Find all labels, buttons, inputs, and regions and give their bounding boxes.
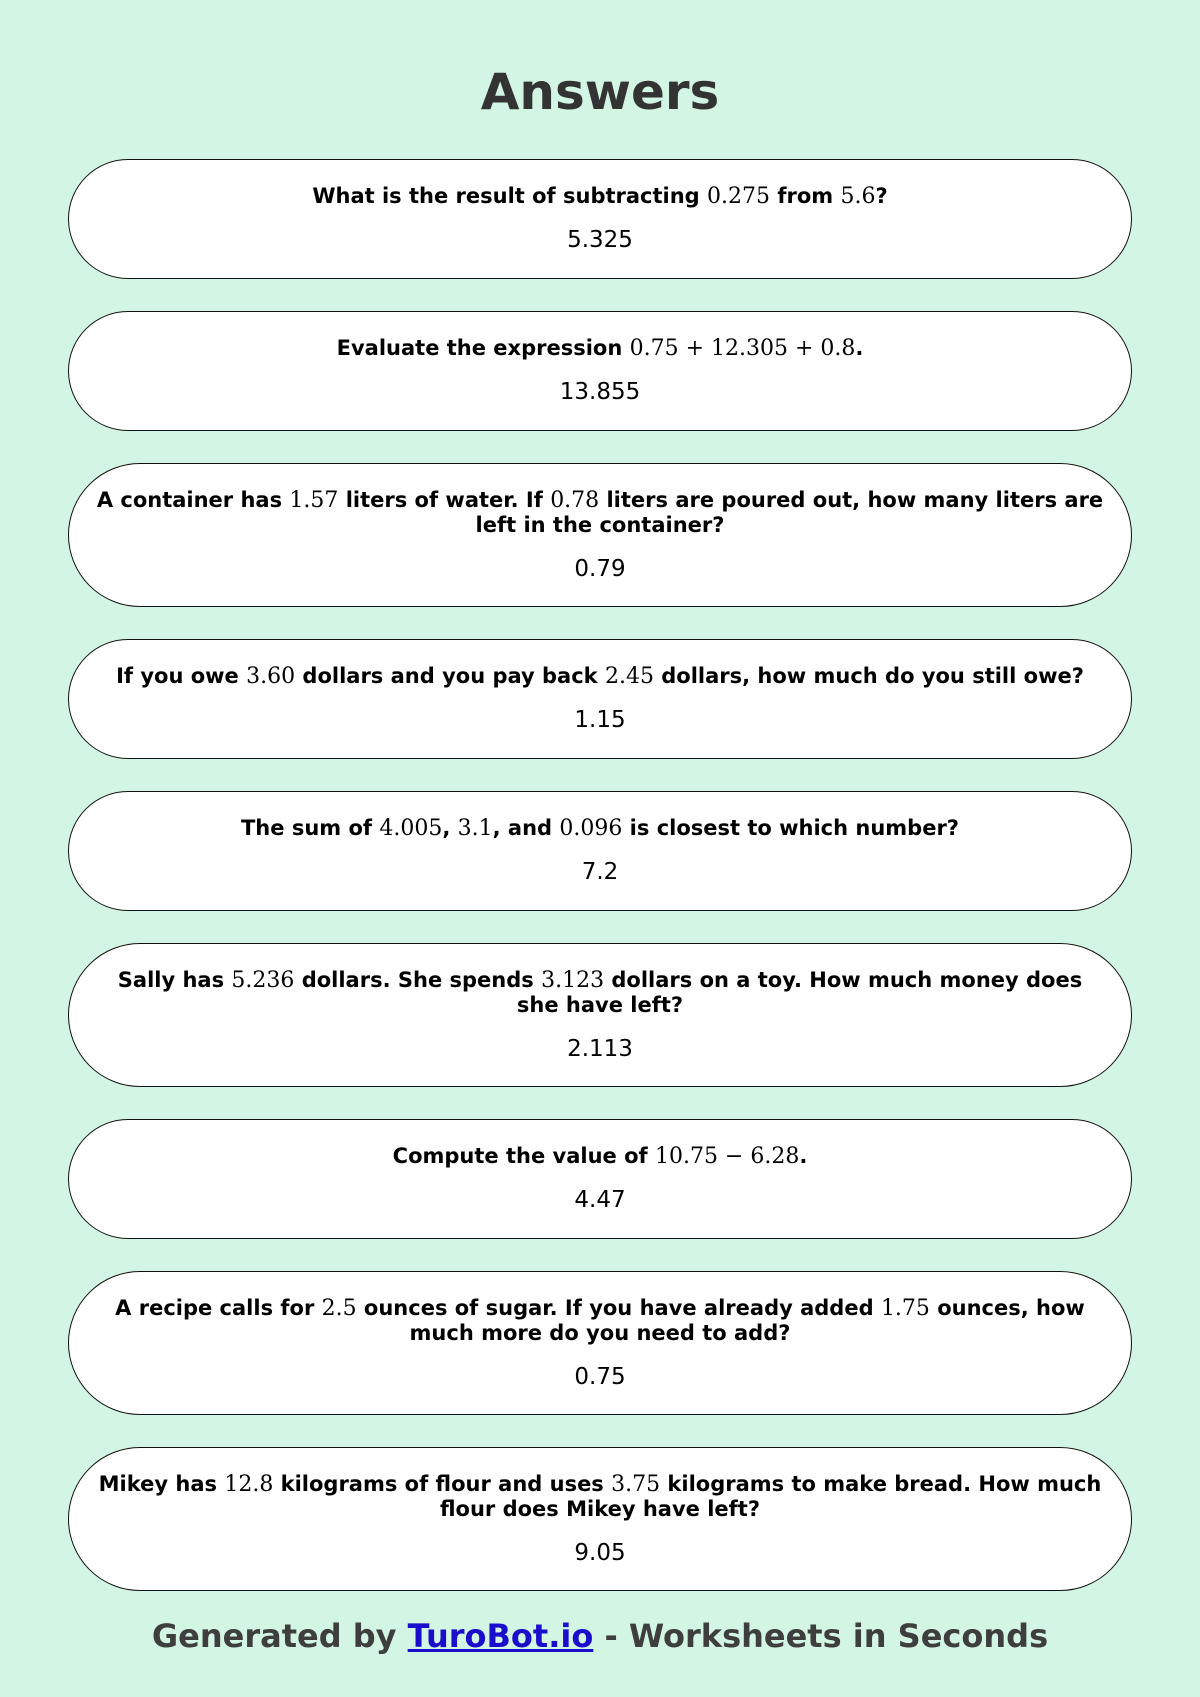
question-segment: kilograms of flour and uses: [273, 1471, 612, 1496]
question-text: [95, 1296, 1105, 1346]
math-value: 3.1: [457, 816, 493, 841]
math-value: 0.096: [559, 816, 623, 841]
question-segment: A container has: [96, 487, 290, 512]
question-text: [95, 488, 1105, 538]
question-segment: kilograms to make bread. How much flour does Mikey have left?: [439, 1471, 1102, 1521]
answer-card: [68, 1271, 1132, 1415]
answer-card: [68, 1119, 1132, 1239]
answer-value: 2.113: [567, 1035, 633, 1062]
math-value: 4.005: [379, 816, 443, 841]
math-value: 3.123: [541, 967, 605, 993]
question-segment: dollars and you pay back: [295, 664, 605, 688]
answer-value: 4.47: [574, 1187, 626, 1213]
question-segment: dollars. She spends: [294, 967, 542, 992]
question-text: [95, 1472, 1105, 1522]
question-segment: What is the result of subtracting: [312, 184, 708, 208]
math-value: 1.57: [289, 487, 339, 513]
question-segment: ?: [875, 184, 888, 208]
question-text: [312, 184, 887, 209]
math-value: 0.78: [550, 487, 600, 513]
math-value: 5.236: [231, 967, 295, 993]
math-value: 3.75: [611, 1471, 661, 1497]
question-text: [241, 816, 959, 841]
answer-value: 1.15: [574, 707, 626, 733]
page-title: Answers: [480, 63, 720, 121]
answer-card: [68, 943, 1132, 1087]
question-segment: .: [799, 1144, 808, 1168]
question-text: [116, 664, 1084, 689]
answer-card: [68, 463, 1132, 607]
math-value: 1.75: [880, 1295, 930, 1321]
math-value: 3.60: [246, 664, 296, 689]
question-segment: If you owe: [116, 664, 247, 688]
answer-card: [68, 791, 1132, 911]
question-text: [337, 336, 864, 361]
answer-card: [68, 1447, 1132, 1591]
question-segment: is closest to which number?: [622, 816, 959, 840]
math-value: 2.45: [604, 664, 654, 689]
turobot-link[interactable]: TuroBot.io: [407, 1617, 594, 1655]
answer-card: [68, 639, 1132, 759]
question-text: [393, 1144, 808, 1169]
question-segment: ,: [442, 816, 458, 840]
question-segment: dollars, how much do you still owe?: [653, 664, 1084, 688]
math-value: 10.75 − 6.28: [654, 1144, 800, 1169]
math-value: 2.5: [321, 1295, 357, 1321]
question-segment: ounces, how much more do you need to add?: [409, 1295, 1085, 1345]
math-value: 12.8: [224, 1471, 274, 1497]
answer-value: 5.325: [567, 227, 633, 253]
question-segment: liters are poured out, how many liters are left in the container?: [475, 487, 1104, 537]
question-text: [95, 968, 1105, 1018]
question-segment: The sum of: [240, 816, 380, 840]
question-segment: .: [855, 336, 864, 360]
question-segment: dollars on a toy. How much money does she have left?: [516, 967, 1083, 1017]
question-segment: Mikey has: [98, 1471, 225, 1496]
question-segment: liters of water. If: [338, 487, 551, 512]
answer-list: [68, 159, 1132, 1623]
footer-prefix: Generated by: [151, 1617, 408, 1655]
question-segment: , and: [492, 816, 560, 840]
question-segment: ounces of sugar. If you have already added: [356, 1295, 881, 1320]
footer: [0, 1617, 1200, 1655]
footer-suffix: - Worksheets in Seconds: [593, 1617, 1049, 1655]
answer-value: 13.855: [559, 379, 641, 405]
math-value: 0.75 + 12.305 + 0.8: [629, 336, 856, 361]
question-segment: Compute the value of: [392, 1144, 655, 1168]
question-segment: from: [770, 184, 841, 208]
answer-card: [68, 159, 1132, 279]
question-segment: Evaluate the expression: [336, 336, 630, 360]
math-value: 0.275: [707, 184, 771, 209]
answer-value: 0.79: [574, 555, 626, 582]
question-segment: A recipe calls for: [115, 1295, 322, 1320]
answer-value: 7.2: [581, 859, 619, 885]
answer-card: [68, 311, 1132, 431]
answer-value: 0.75: [574, 1363, 626, 1390]
math-value: 5.6: [840, 184, 876, 209]
answer-value: 9.05: [574, 1539, 626, 1566]
question-segment: Sally has: [117, 967, 232, 992]
